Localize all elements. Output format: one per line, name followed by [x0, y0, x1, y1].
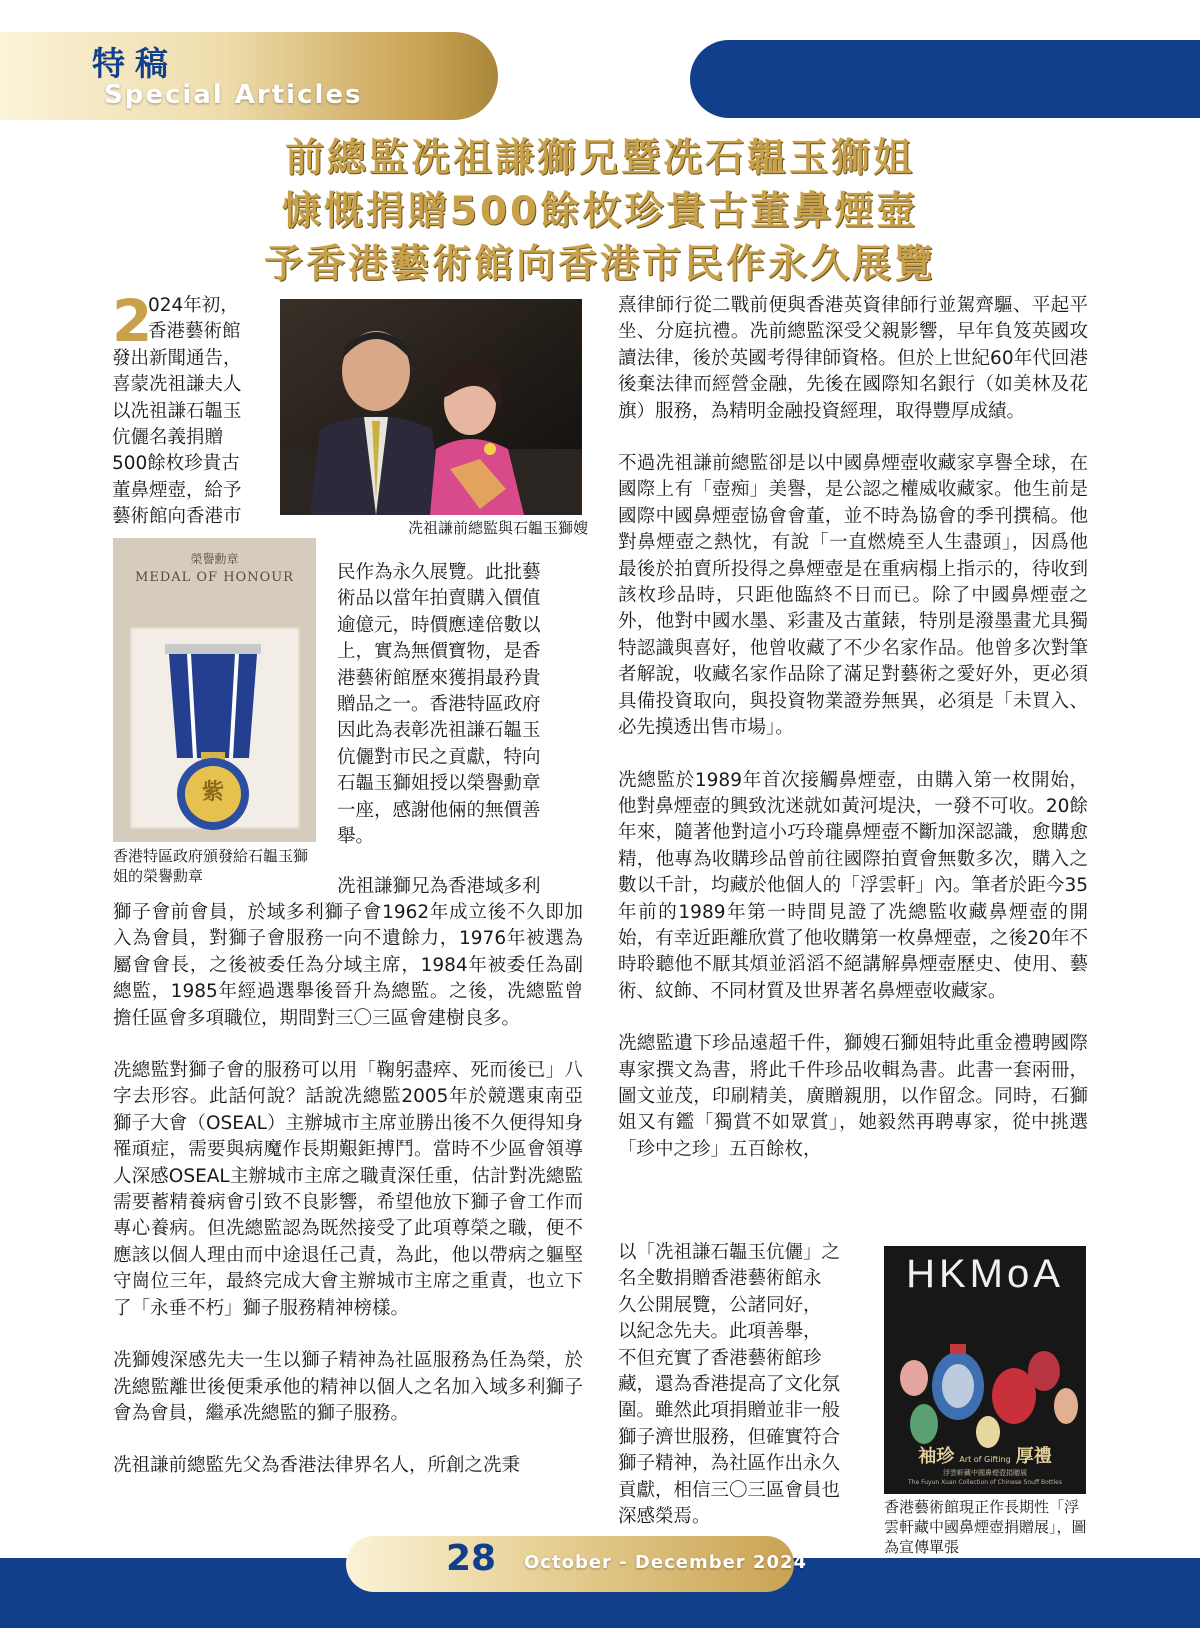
paragraph-1-continued: [337, 560, 585, 850]
text-line: 贈品之一。香港特區政府: [337, 694, 541, 716]
text-line: 石韞玉獅姐授以榮譽勳章: [337, 773, 541, 795]
text-line: 以「冼祖謙石韞玉伉儷」之: [618, 1242, 841, 1263]
text-line: 以冼祖謙石韞玉: [112, 400, 242, 422]
title-line-1: 前總監冼祖謙獅兄暨冼石韞玉獅姐: [284, 136, 915, 181]
header-blue-band: [690, 40, 1200, 118]
couple-caption: 冼祖謙前總監與石韞玉獅嫂: [407, 519, 588, 537]
text-line: 藝術館向香港市: [112, 506, 242, 528]
issue-date: October - December 2024: [524, 1552, 808, 1573]
col2-paragraph-3: 冼總監於1989年首次接觸鼻煙壺，由購入第一枚開始，他對鼻煙壺的興致沈迷就如黃河堤決，一發不可收。20餘年來，隨著他對這小巧玲瓏鼻煙壺不斷加深認識，愈購愈精，他專為收購珍品曾前往國際拍賣會無數多次，購入之數以千計，均藏於他個人的「浮雲軒」內。筆者於距今35年前的1989年第一時間見證了冼總監收藏鼻煙壺的開始，有幸近距離欣賞了他收購第一枚鼻煙壺，之後20年不時聆聽他不厭其煩並滔滔不絕講解鼻煙壺歷史、使用、藝術、紋飾、不同材質及世界著名鼻煙壺收藏家。: [618, 769, 1088, 1002]
text-line: 不但充實了香港藝術館珍: [618, 1347, 822, 1369]
text-line: 024年初，: [148, 295, 239, 316]
medal-label-zh: 榮譽勳章: [190, 552, 239, 566]
text-line: 深感榮焉。: [618, 1506, 711, 1528]
text-line: 因此為表彰冼祖謙石韞玉: [337, 720, 541, 742]
poster-subtitle: 浮雲軒藏中國鼻煙壺捐贈展: [943, 1469, 1027, 1477]
text-line: 一座，感謝他倆的無價善: [337, 799, 541, 821]
text-line: 喜蒙冼祖謙夫人: [112, 374, 242, 396]
text-line: 董鼻煙壺，給予: [112, 479, 242, 501]
poster-title-zh-b: 厚禮: [1015, 1446, 1052, 1467]
text-line: 術品以當年拍賣購入價值: [337, 588, 541, 610]
text-line: 圍。雖然此項捐贈並非一般: [618, 1400, 841, 1422]
text-line: 500餘枚珍貴古: [112, 453, 240, 475]
poster-title: [884, 1442, 1086, 1468]
section-title-zh: 特稿: [92, 44, 178, 83]
title-line-3: 予香港藝術館向香港市民作永久展覽: [263, 242, 936, 287]
text-line: 久公開展覽，公諸同好，: [618, 1294, 822, 1316]
couple-photo: [280, 299, 582, 515]
text-line: 港藝術館歷來獲捐最矜貴: [337, 667, 541, 689]
col2-paragraph-4: 冼總監遺下珍品遠超千件，獅嫂石獅姐特此重金禮聘國際專家撰文為書，將此千件珍品收輯為書。此書一套兩冊，圖文並茂，印刷精美，廣贈親朋，以作留念。同時，石獅姐又有鑑「獨賞不如眾賞」，她毅然再聘專家，從中挑選「珍中之珍」五百餘枚，: [618, 1033, 1088, 1160]
poster-subtitle-en: The Fuyun Xuan Collection of Chinese Snuff Bottles: [908, 1479, 1062, 1486]
text-line: 獅子濟世服務，但確實符合: [618, 1426, 841, 1448]
column-2-text: [618, 293, 1088, 1163]
paragraph-4: 冼獅嫂深感先夫一生以獅子精神為社區服務為任為榮，於冼總監離世後便秉承他的精神以個人之名加入域多利獅子會為會員，繼承冼總監的獅子服務。: [113, 1350, 583, 1424]
medal-caption: 香港特區政府頒發給石韞玉獅姐的榮譽勳章: [113, 847, 309, 885]
paragraph-5: 冼祖謙前總監先父為香港法律界名人，所創之冼秉: [113, 1455, 521, 1477]
medal-label-en: MEDAL OF HONOUR: [135, 570, 294, 585]
text-line: 上，實為無價寶物，是香: [337, 641, 541, 663]
article-title: [0, 132, 1200, 291]
drop-cap: 2: [112, 287, 153, 355]
medal-photo: [113, 538, 316, 842]
poster-caption: 香港藝術館現正作長期性「浮雲軒藏中國鼻煙壺捐贈展」，圖為宣傳單張: [884, 1498, 1087, 1556]
text-line: 伉儷名義捐贈: [112, 427, 224, 449]
text-line: 貢獻，相信三〇三區會員也: [618, 1479, 841, 1501]
couple-photo-image: [280, 299, 582, 515]
column-1-text: [113, 900, 583, 1506]
title-line-2: 慷慨捐贈500餘枚珍貴古董鼻煙壺: [281, 189, 919, 234]
poster-title-zh-a: 袖珍: [918, 1446, 955, 1467]
poster-title-en: Art of Gifting: [959, 1455, 1011, 1464]
poster-photo: [884, 1246, 1086, 1494]
col2-paragraph-2: 不過冼祖謙前總監卻是以中國鼻煙壺收藏家享譽全球，在國際上有「壺痴」美譽，是公認之權威收藏家。他生前是國際中國鼻煙壺協會會董，並不時為協會的季刊撰稿。他對鼻煙壺之熱忱，有說「一直燃燒至人生盡頭」，因爲他最後於拍賣所投得之鼻煙壺是在重病榻上指示的，待收到該枚珍品時，只距他臨終不日而已。除了中國鼻煙壺之外，他對中國水墨、彩畫及古董錶，特別是潑墨畫尤具獨特認識與喜好，他曾收藏了不少名家作品。他曾多次對筆者解說，收藏名家作品除了滿足對藝術之愛好外，更必須具備投資取向，與投資物業證券無異，必須是「未買入、必先摸透出售市場」。: [618, 453, 1088, 739]
text-line: 民作為永久展覽。此批藝: [337, 562, 541, 583]
text-line: 伉儷對市民之貢獻，特向: [337, 746, 541, 768]
text-line: 舉。: [337, 826, 375, 848]
poster-brand: HKMoA: [906, 1252, 1064, 1296]
col2-paragraph-4-continued: [618, 1240, 866, 1530]
text-line: 以紀念先夫。此項善舉，: [618, 1321, 822, 1343]
section-title-en: Special Articles: [104, 80, 363, 110]
paragraph-2-first-line: 冼祖謙獅兄為香港域多利: [337, 876, 541, 897]
col2-paragraph-1: 熹律師行從二戰前便與香港英資律師行並駕齊驅、平起平坐、分庭抗禮。冼前總監深受父親影響，早年負笈英國攻讀法律，後於英國考得律師資格。但於上世紀60年代回港後棄法律而經營金融，先後在國際知名銀行（如美林及花旗）服務，為精明金融投資經理，取得豐厚成績。: [618, 295, 1088, 422]
page-number: 28: [446, 1538, 497, 1579]
text-line: 發出新聞通告，: [112, 347, 242, 369]
text-line: 藏，還為香港提高了文化氛: [618, 1374, 841, 1396]
paragraph-2: 獅子會前會員，於域多利獅子會1962年成立後不久即加入為會員，對獅子會服務一向不遺餘力，1976年被選為屬會會長，之後被委任為分域主席，1984年被委任為副總監，1985年經過選舉後晉升為總監。之後，冼總監曾擔任區會多項職位，期間對三〇三區會建樹良多。: [113, 902, 583, 1029]
text-line: 逾億元，時價應達倍數以: [337, 614, 541, 636]
text-line: 名全數捐贈香港藝術館永: [618, 1268, 822, 1290]
text-line: 獅子精神，為社區作出永久: [618, 1453, 841, 1475]
medal-emblem: 紫: [201, 780, 224, 805]
intro-paragraph: [112, 287, 266, 531]
paragraph-3: 冼總監對獅子會的服務可以用「鞠躬盡瘁、死而後已」八字去形容。此話何說？話說冼總監2005年於競選東南亞獅子大會（OSEAL）主辦城市主席並勝出後不久便得知身罹頑症，需要與病魔作長期艱鉅搏鬥。當時不少區會領導人深感OSEAL主辦城市主席之職責深任重，估計對冼總監需要蓄精養病會引致不良影響，希望他放下獅子會工作而專心養病。但冼總監認為既然接受了此項尊榮之職，便不應該以個人理由而中途退任己責，為此，他以帶病之軀堅守崗位三年，最終完成大會主辦城市主席之重責，也立下了「永垂不朽」獅子服務精神榜樣。: [113, 1060, 583, 1319]
text-line: 香港藝術館: [148, 321, 241, 343]
